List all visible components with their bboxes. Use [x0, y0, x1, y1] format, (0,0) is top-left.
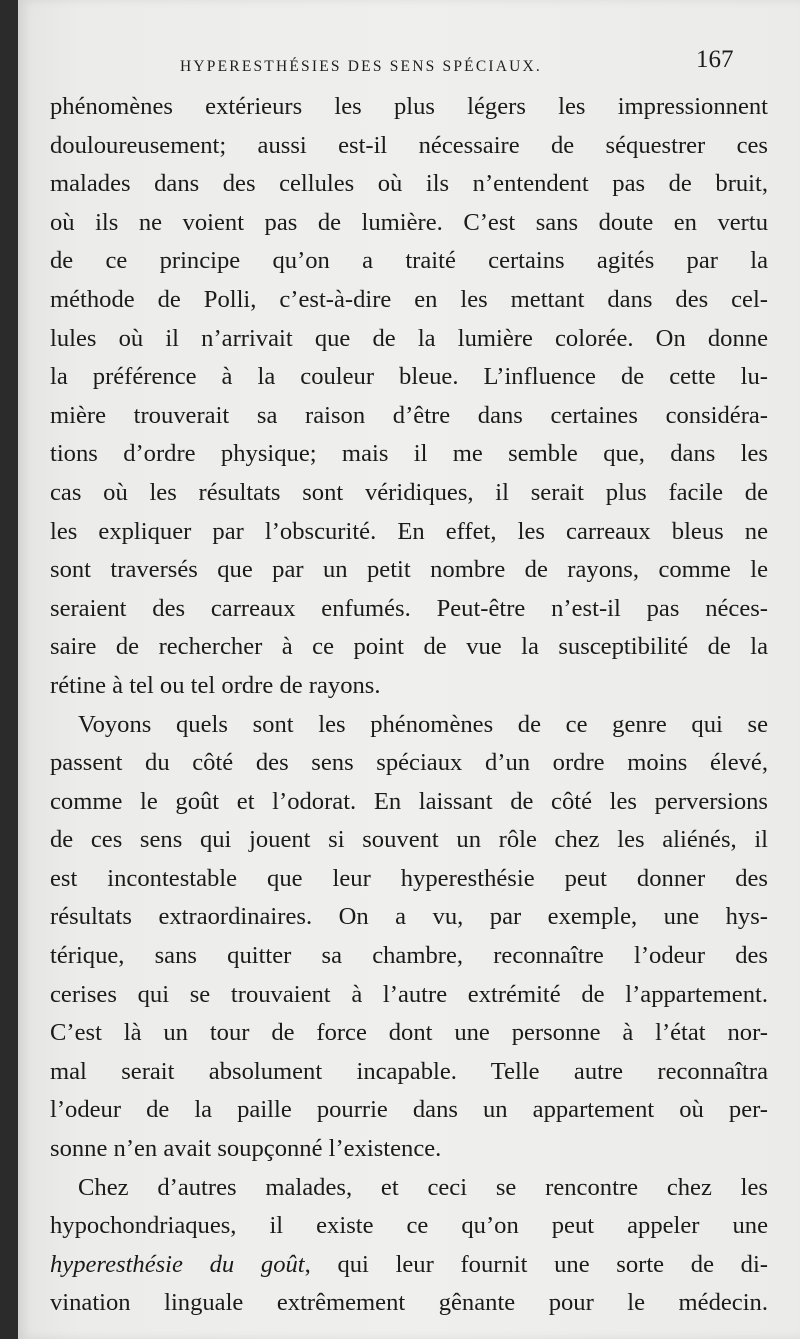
- text-line: lules où il n’arrivait que de la lumière colorée. On donne: [50, 324, 768, 352]
- italic-term: hyperesthésie du goût: [50, 1250, 305, 1278]
- text-line: cerises qui se trouvaient à l’autre extrémité de l’appartement.: [50, 980, 768, 1008]
- text-line: passent du côté des sens spéciaux d’un ordre moins élevé,: [50, 749, 768, 777]
- text-line: douloureusement; aussi est-il nécessaire de séquestrer ces: [50, 131, 768, 159]
- text-line: térique, sans quitter sa chambre, reconnaître l’odeur des: [50, 942, 768, 970]
- text-line: de ces sens qui jouent si souvent un rôle chez les aliénés, il: [50, 826, 768, 854]
- text-line: comme le goût et l’odorat. En laissant de côté les perversions: [50, 787, 768, 815]
- paragraph-start-line: Voyons quels sont les phénomènes de ce genre qui se: [78, 710, 768, 738]
- text-line: les expliquer par l’obscurité. En effet, les carreaux bleus ne: [50, 517, 768, 545]
- text-line: seraient des carreaux enfumés. Peut-être n’est-il pas néces-: [50, 594, 768, 622]
- text-line: résultats extraordinaires. On a vu, par exemple, une hys-: [50, 903, 768, 931]
- text-line: mière trouverait sa raison d’être dans certaines considéra-: [50, 401, 768, 429]
- text-line-with-italic: [50, 1246, 768, 1285]
- text-line: vination linguale extrêmement gênante pour le médecin.: [50, 1289, 768, 1317]
- text-line: saire de rechercher à ce point de vue la susceptibilité de la: [50, 633, 768, 661]
- text-line: hypochondriaques, il existe ce qu’on peut appeler une: [50, 1212, 768, 1240]
- book-page: [18, 0, 800, 1339]
- text-line: méthode de Polli, c’est-à-dire en les mettant dans des cel-: [50, 285, 768, 313]
- paragraph-start-line: Chez d’autres malades, et ceci se rencontre chez les: [78, 1173, 768, 1201]
- text-line: est incontestable que leur hyperesthésie peut donner des: [50, 864, 768, 892]
- text-line: malades dans des cellules où ils n’entendent pas de bruit,: [50, 170, 768, 198]
- paragraph-end-line: sonne n’en avait soupçonné l’existence.: [50, 1135, 442, 1163]
- text-line: l’odeur de la paille pourrie dans un appartement où per-: [50, 1096, 768, 1124]
- text-line: mal serait absolument incapable. Telle autre reconnaîtra: [50, 1057, 768, 1085]
- text-line: de ce principe qu’on a traité certains agités par la: [50, 247, 768, 275]
- page-number: 167: [696, 46, 734, 73]
- text-fragment: , qui leur fournit une sorte de di-: [304, 1250, 768, 1278]
- text-line: phénomènes extérieurs les plus légers les impressionnent: [50, 93, 768, 120]
- text-line: cas où les résultats sont véridiques, il serait plus facile de: [50, 478, 768, 506]
- text-line: C’est là un tour de force dont une personne à l’état nor-: [50, 1019, 768, 1047]
- text-line: sont traversés que par un petit nombre de rayons, comme le: [50, 556, 768, 584]
- body-text: [50, 88, 768, 1323]
- page-header: [18, 44, 800, 84]
- text-line: la préférence à la couleur bleue. L’influence de cette lu-: [50, 363, 768, 391]
- text-line: tions d’ordre physique; mais il me semble que, dans les: [50, 440, 768, 468]
- running-head: HYPERESTHÉSIES DES SENS SPÉCIAUX.: [180, 58, 542, 75]
- paragraph-end-line: rétine à tel ou tel ordre de rayons.: [50, 671, 381, 699]
- text-line: où ils ne voient pas de lumière. C’est sans doute en vertu: [50, 208, 768, 236]
